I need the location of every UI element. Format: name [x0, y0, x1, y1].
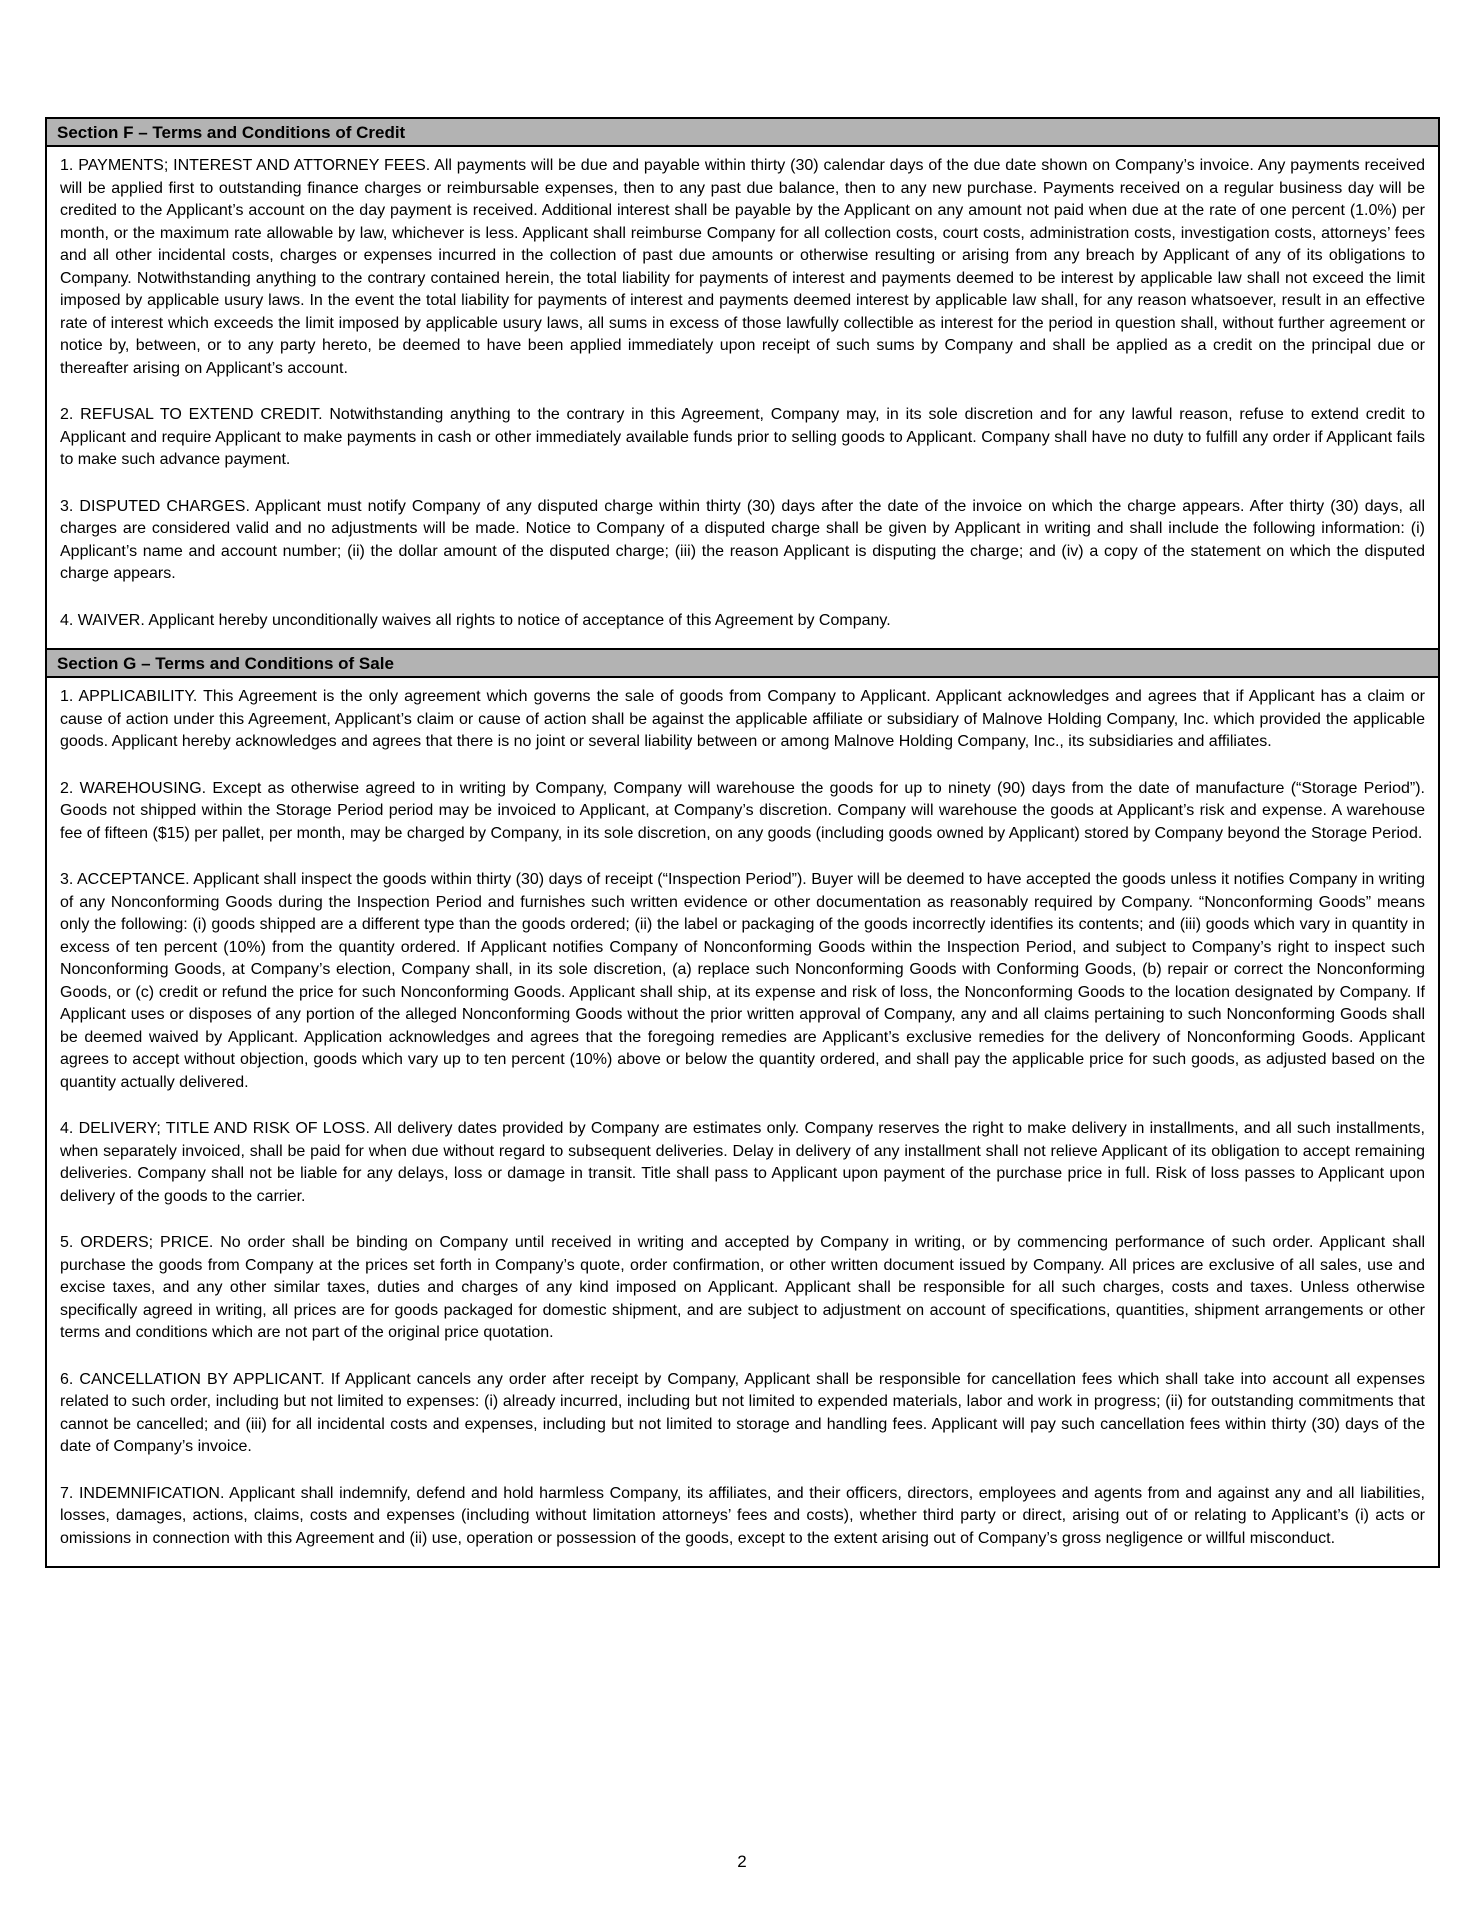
paragraph-orders-price: 5. ORDERS; PRICE. No order shall be binding on Company until received in writing and accepted by Company in writing, or by commencing performance of such order. Applicant shall purchase the goods from Company at the prices set forth in Company’s quote, order confirmation, or other written document issued by Company. All prices are exclusive of all sales, use and excise taxes, and any other similar taxes, duties and charges of any kind imposed on Applicant. Applicant shall be responsible for all such charges, costs and taxes. Unless otherwise specifically agreed in writing, all prices are for goods packaged for domestic shipment, and are subject to adjustment on account of specifications, quantities, shipment arrangements or other terms and conditions which are not part of the original price quotation.: [60, 1234, 1425, 1341]
paragraph-warehousing: 2. WAREHOUSING. Except as otherwise agreed to in writing by Company, Company will warehouse the goods for up to ninety (90) days from the date of manufacture (“Storage Period”). Goods not shipped within the Storage Period period may be invoiced to Applicant, at Company’s discretion. Company will warehouse the goods at Applicant’s risk and expense. A warehouse fee of fifteen ($15) per pallet, per month, may be charged by Company, in its sole discretion, on any goods (including goods owned by Applicant) stored by Company beyond the Storage Period.: [60, 779, 1425, 842]
section-g-body: [47, 678, 1438, 1566]
section-g-header: Section G – Terms and Conditions of Sale: [47, 648, 1438, 678]
paragraph-payments-interest-attorney-fees: 1. PAYMENTS; INTEREST AND ATTORNEY FEES. All payments will be due and payable within thirty (30) calendar days of the due date shown on Company’s invoice. Any payments received will be applied first to outstanding finance charges or reimbursable expenses, then to any past due balance, then to any new purchase. Payments received on a regular business day will be credited to the Applicant’s account on the day payment is received. Additional interest shall be payable by the Applicant on any amount not paid when due at the rate of one percent (1.0%) per month, or the maximum rate allowable by law, whichever is less. Applicant shall reimburse Company for all collection costs, court costs, administration costs, investigation costs, attorneys’ fees and all other incidental costs, charges or expenses incurred in the collection of past due amounts or otherwise resulting or arising from any breach by Applicant of any of its obligations to Company. Notwithstanding anything to the contrary contained herein, the total liability for payments of interest and payments deemed to be interest by applicable law shall not exceed the limit imposed by applicable usury laws. In the event the total liability for payments of interest and payments deemed interest by applicable law shall, for any reason whatsoever, result in an effective rate of interest which exceeds the limit imposed by applicable usury laws, all sums in excess of those lawfully collectible as interest for the period in question shall, without further agreement or notice by, between, or to any party hereto, be deemed to have been applied immediately upon receipt of such sums by Company and shall be applied as a credit on the principal due or thereafter arising on Applicant’s account.: [60, 157, 1425, 377]
terms-table: [45, 117, 1440, 1568]
paragraph-cancellation-by-applicant: 6. CANCELLATION BY APPLICANT. If Applicant cancels any order after receipt by Company, Applicant shall be responsible for cancellation fees which shall take into account all expenses related to such order, including but not limited to expenses: (i) already incurred, including but not limited to expended materials, labor and work in progress; (ii) for outstanding commitments that cannot be cancelled; and (iii) for all incidental costs and expenses, including but not limited to storage and handling fees. Applicant will pay such cancellation fees within thirty (30) days of the date of Company’s invoice.: [60, 1370, 1425, 1455]
paragraph-refusal-to-extend-credit: 2. REFUSAL TO EXTEND CREDIT. Notwithstanding anything to the contrary in this Agreement, Company may, in its sole discretion and for any lawful reason, refuse to extend credit to Applicant and require Applicant to make payments in cash or other immediately available funds prior to selling goods to Applicant. Company shall have no duty to fulfill any order if Applicant fails to make such advance payment.: [60, 406, 1425, 468]
paragraph-waiver: 4. WAIVER. Applicant hereby unconditionally waives all rights to notice of acceptance of this Agreement by Company.: [60, 611, 891, 629]
page-number: 2: [737, 1852, 747, 1871]
paragraph-applicability: 1. APPLICABILITY. This Agreement is the only agreement which governs the sale of goods from Company to Applicant. Applicant acknowledges and agrees that if Applicant has a claim or cause of action under this Agreement, Applicant’s claim or cause of action shall be against the applicable affiliate or subsidiary of Malnove Holding Company, Inc. which provided the applicable goods. Applicant hereby acknowledges and agrees that there is no joint or several liability between or among Malnove Holding Company, Inc., its subsidiaries and affiliates.: [60, 688, 1425, 750]
paragraph-indemnification: 7. INDEMNIFICATION. Applicant shall indemnify, defend and hold harmless Company, its affiliates, and their officers, directors, employees and agents from and against any and all liabilities, losses, damages, actions, claims, costs and expenses (including without limitation attorneys’ fees and costs), whether third party or direct, arising out of or relating to Applicant’s (i) acts or omissions in connection with this Agreement and (ii) use, operation or possession of the goods, except to the extent arising out of Company’s gross negligence or willful misconduct.: [60, 1484, 1425, 1547]
paragraph-delivery-title-risk-of-loss: 4. DELIVERY; TITLE AND RISK OF LOSS. All delivery dates provided by Company are estimates only. Company reserves the right to make delivery in installments, and all such installments, when separately invoiced, shall be paid for when due without regard to subsequent deliveries. Delay in delivery of any installment shall not relieve Applicant of its obligation to accept remaining deliveries. Company shall not be liable for any delays, loss or damage in transit. Title shall pass to Applicant upon payment of the purchase price in full. Risk of loss passes to Applicant upon delivery of the goods to the carrier.: [60, 1120, 1425, 1205]
paragraph-disputed-charges: 3. DISPUTED CHARGES. Applicant must notify Company of any disputed charge within thirty (30) days after the date of the invoice on which the charge appears. After thirty (30) days, all charges are considered valid and no adjustments will be made. Notice to Company of a disputed charge shall be given by Applicant in writing and shall include the following information: (i) Applicant’s name and account number; (ii) the dollar amount of the disputed charge; (iii) the reason Applicant is disputing the charge; and (iv) a copy of the statement on which the disputed charge appears.: [60, 497, 1425, 582]
paragraph-acceptance: 3. ACCEPTANCE. Applicant shall inspect the goods within thirty (30) days of receipt (“Inspection Period”). Buyer will be deemed to have accepted the goods unless it notifies Company in writing of any Nonconforming Goods during the Inspection Period and furnishes such written evidence or other documentation as reasonably required by Company. “Nonconforming Goods” means only the following: (i) goods shipped are a different type than the goods ordered; (ii) the label or packaging of the goods incorrectly identifies its contents; and (iii) goods which vary in quantity in excess of ten percent (10%) from the quantity ordered. If Applicant notifies Company of Nonconforming Goods within the Inspection Period, and subject to Company’s right to inspect such Nonconforming Goods, at Company’s election, Company shall, in its sole discretion, (a) replace such Nonconforming Goods with Conforming Goods, (b) repair or correct the Nonconforming Goods, or (c) credit or refund the price for such Nonconforming Goods. Applicant shall ship, at its expense and risk of loss, the Nonconforming Goods to the location designated by Company. If Applicant uses or disposes of any portion of the alleged Nonconforming Goods without the prior written approval of Company, any and all claims pertaining to such Nonconforming Goods shall be deemed waived by Applicant. Application acknowledges and agrees that the foregoing remedies are Applicant’s exclusive remedies for the delivery of Nonconforming Goods. Applicant agrees to accept without objection, goods which vary up to ten percent (10%) above or below the quantity ordered, and shall pay the applicable price for such goods, as adjusted based on the quantity actually delivered.: [60, 871, 1425, 1091]
section-f-header: Section F – Terms and Conditions of Credit: [47, 119, 1438, 147]
section-f-body: [47, 147, 1438, 648]
